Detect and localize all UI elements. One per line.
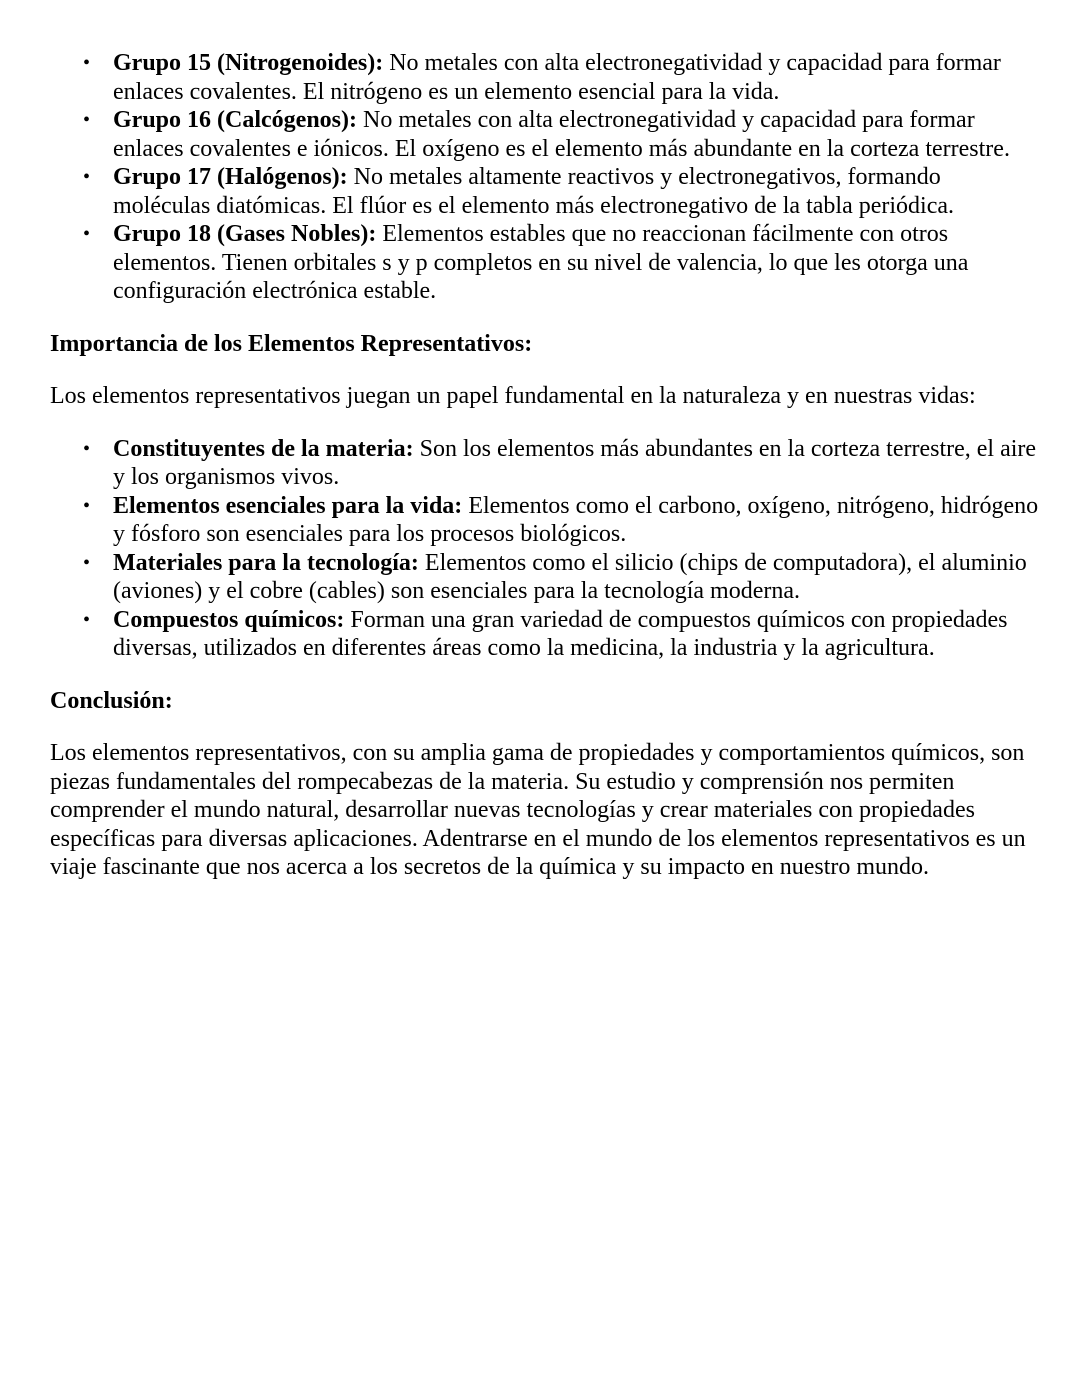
item-term: Constituyentes de la materia: — [113, 435, 414, 462]
bullet-icon: • — [83, 494, 91, 517]
item-term: Grupo 18 (Gases Nobles): — [113, 221, 377, 247]
item-term: Grupo 15 (Nitrogenoides): — [113, 50, 384, 76]
item-text: Forman una gran variedad de compuestos químicos con propiedades diversas, utilizados en diferentes áreas como la medicina, la industria y la agricultura. — [113, 606, 1008, 661]
list-item-group-15 — [83, 49, 1040, 106]
item-text: No metales con alta electronegatividad y capacidad para formar enlaces covalentes. El nitrógeno es un elemento esencial para la vida. — [113, 50, 1001, 105]
list-item-group-18 — [83, 220, 1040, 306]
item-text: Elementos estables que no reaccionan fácilmente con otros elementos. Tienen orbitales s y p completos en su nivel de valencia, lo que les otorga una configuración electrónica estable. — [113, 221, 969, 304]
list-item-essential — [83, 492, 1040, 549]
item-term: Materiales para la tecnología: — [113, 549, 419, 576]
item-term: Grupo 16 (Calcógenos): — [113, 107, 357, 133]
bullet-icon: • — [83, 109, 91, 131]
spacer — [50, 715, 1040, 739]
bullet-icon: • — [83, 52, 91, 74]
conclusion-text: Los elementos representativos, con su amplia gama de propiedades y comportamientos químicos, son piezas fundamentales del rompecabezas de la materia. Su estudio y comprensión nos permiten comprender el mundo natural, desarrollar nuevas tecnologías y crear materiales con propiedades específicas para diversas aplicaciones. Adentrarse en el mundo de los elementos representativos es un viaje fascinante que nos acerca a los secretos de la química y su impacto en nuestro mundo. — [50, 740, 1026, 880]
importance-list — [50, 435, 1040, 663]
bullet-icon: • — [83, 166, 91, 188]
groups-list — [50, 49, 1040, 306]
spacer — [50, 306, 1040, 330]
importance-intro: Los elementos representativos juegan un papel fundamental en la naturaleza y en nuestras vidas: — [50, 383, 976, 409]
item-text: No metales con alta electronegatividad y capacidad para formar enlaces covalentes e iónicos. El oxígeno es el elemento más abundante en la corteza terrestre. — [113, 107, 1010, 162]
bullet-icon: • — [83, 437, 91, 460]
spacer — [50, 411, 1040, 435]
bullet-icon: • — [83, 551, 91, 574]
item-term: Elementos esenciales para la vida: — [113, 492, 463, 519]
importance-heading: Importancia de los Elementos Representativos: — [50, 330, 533, 357]
spacer — [50, 663, 1040, 687]
bullet-icon: • — [83, 608, 91, 631]
conclusion-heading: Conclusión: — [50, 687, 173, 714]
list-item-constituents — [83, 435, 1040, 492]
item-text: Elementos como el carbono, oxígeno, nitrógeno, hidrógeno y fósforo son esenciales para los procesos biológicos. — [113, 492, 1039, 547]
list-item-group-17 — [83, 163, 1040, 220]
item-term: Compuestos químicos: — [113, 606, 345, 633]
item-text: Elementos como el silicio (chips de computadora), el aluminio (aviones) y el cobre (cables) son esenciales para la tecnología moderna. — [113, 549, 1027, 604]
item-text: Son los elementos más abundantes en la corteza terrestre, el aire y los organismos vivos. — [113, 435, 1037, 490]
list-item-technology — [83, 549, 1040, 606]
list-item-compounds — [83, 606, 1040, 663]
bullet-icon: • — [83, 223, 91, 245]
item-text: No metales altamente reactivos y electronegativos, formando moléculas diatómicas. El flúor es el elemento más electronegativo de la tabla periódica. — [113, 164, 955, 219]
spacer — [50, 358, 1040, 382]
list-item-group-16 — [83, 106, 1040, 163]
item-term: Grupo 17 (Halógenos): — [113, 164, 348, 190]
